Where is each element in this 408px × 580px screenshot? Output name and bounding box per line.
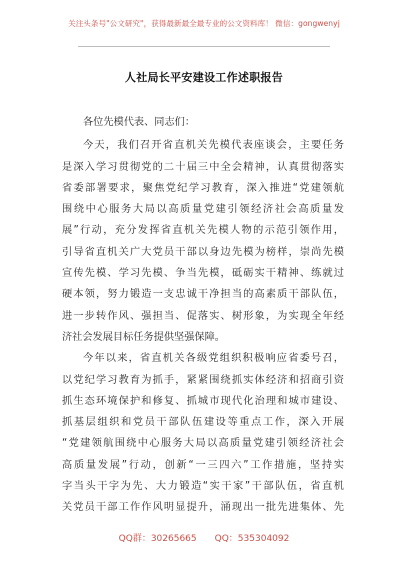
header-banner: 关注头条号"公文研究"，获得最新最全最专业的公文资料库！ 微信：gongwenyj	[68, 19, 340, 28]
paragraph-line: 展”行动，充分发挥省直机关先模人物的示范引领作用，	[62, 225, 344, 237]
paragraph-line: 高质量发展”行动，创新“一三四六”工作措施，坚持实	[62, 459, 344, 471]
salutation: 各位先模代表、同志们：	[83, 117, 196, 128]
paragraph-line: 今年以来，省直机关各级党组织积极响应省委号召，	[83, 353, 344, 365]
paragraph-line: “党建领航围绕中心服务大局以高质量党建引领经济社会	[62, 438, 344, 450]
footer-qq-group: QQ群：30265665	[118, 534, 197, 544]
paragraph-line: 围绕中心服务大局以高质量党建引领经济社会高质量发	[62, 204, 344, 216]
paragraph-line: 关党员干部工作作风明显提升，涌现出一批先进集体、先	[62, 502, 344, 514]
paragraph-line: 省委部署要求，聚焦党纪学习教育，深入推进“党建领航	[62, 182, 344, 194]
paragraph-line: 引导省直机关广大党员干部以身边先模为榜样，崇尚先模	[62, 246, 344, 258]
paragraph-line: 抓基层组织和党员干部队伍建设等重点工作，深入开展	[62, 417, 344, 429]
paragraph-line: 今天，我们召开省直机关先模代表座谈会，主要任务	[83, 140, 344, 152]
paragraph-line: 进一步转作风、强担当、促落实、树形象，为实现全年经	[62, 310, 344, 322]
paragraph-line: 字当头干字为先、大力锻造“实干家”干部队伍，省直机	[62, 481, 344, 493]
paragraph-1	[62, 135, 344, 348]
paragraph-line: 以党纪学习教育为抓手，紧紧围绕抓实体经济和招商引资	[62, 374, 344, 386]
paragraph-line: 抓生态环境保护和修复、抓城市现代化治理和城市建设、	[62, 395, 344, 407]
document-title: 人社局长平安建设工作述职报告	[124, 71, 284, 84]
footer-qq: QQ：535304092	[214, 534, 290, 544]
footer-contact	[0, 531, 408, 544]
paragraph-line: 济社会发展目标任务提供坚强保障。	[62, 331, 225, 343]
paragraph-2	[62, 348, 344, 518]
document-body	[62, 112, 344, 519]
paragraph-line: 硬本领，努力锻造一支忠诚干净担当的高素质干部队伍，	[62, 289, 344, 301]
header-divider	[78, 46, 330, 47]
paragraph-line: 宣传先模、学习先模、争当先模，砥砺实干精神、练就过	[62, 268, 344, 280]
paragraph-line: 是深入学习贯彻党的二十届三中全会精神，认真贯彻落实	[62, 161, 344, 173]
